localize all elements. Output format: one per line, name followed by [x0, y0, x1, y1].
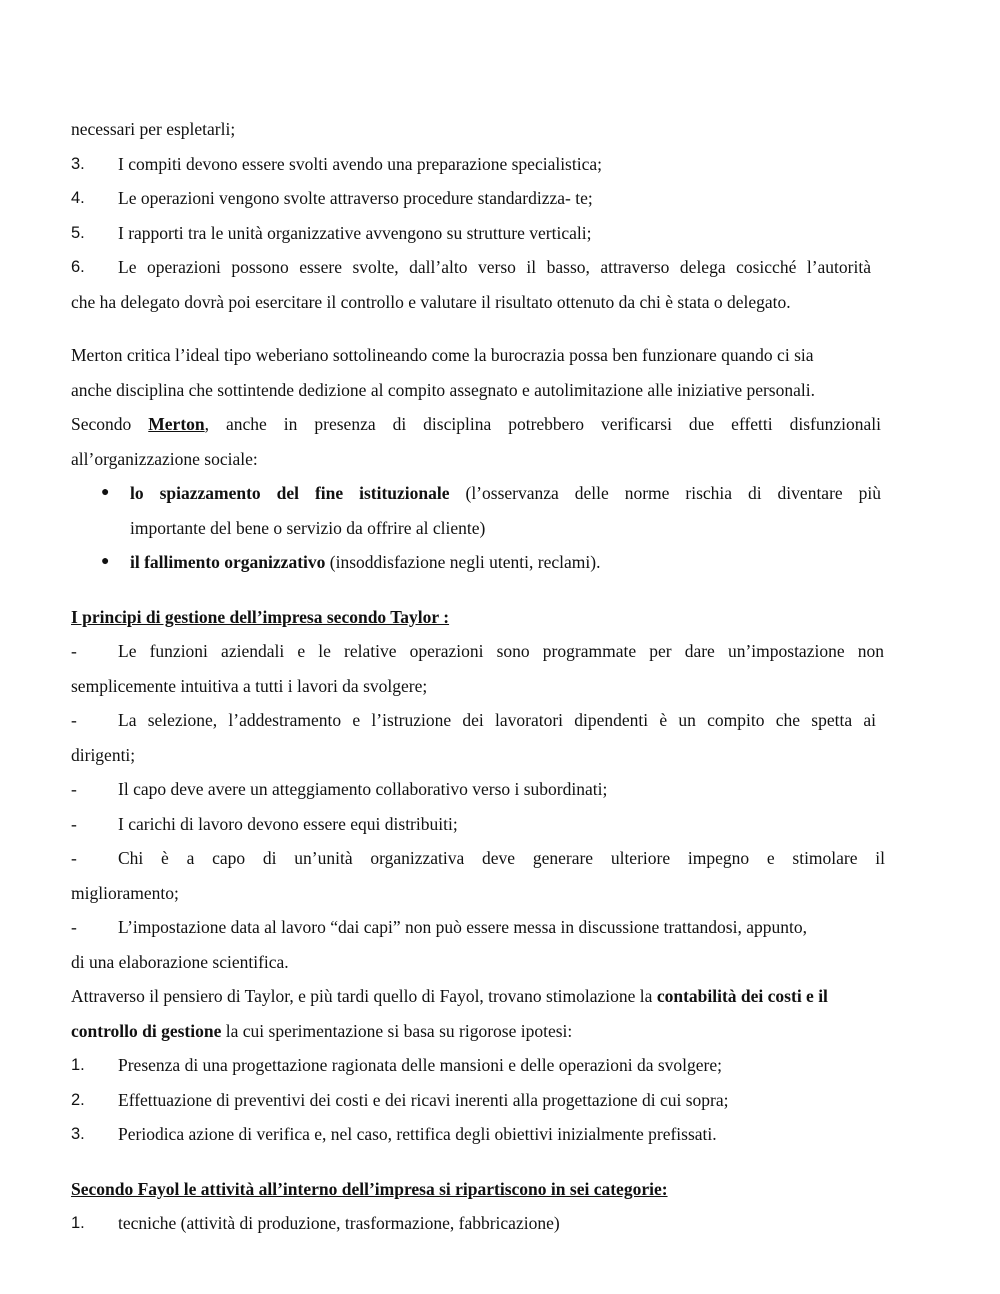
- list-item: [71, 250, 871, 285]
- text-span: (insoddisfazione negli utenti, reclami).: [325, 552, 601, 572]
- dash-marker: -: [71, 779, 77, 799]
- bullet-item: [71, 476, 911, 545]
- list-number: 3.: [71, 1125, 85, 1143]
- list-item: [71, 1206, 911, 1241]
- dash-continuation: semplicemente intuitiva a tutti i lavori da svolgere;: [71, 675, 428, 696]
- paragraph-line: necessari per espletarli;: [71, 119, 236, 139]
- list-number: 1.: [71, 1056, 85, 1074]
- list-text: Periodica azione di verifica e, nel caso, rettifica degli obiettivi inizialmente prefissati.: [118, 1124, 717, 1144]
- dash-continuation: di una elaborazione scientifica.: [71, 951, 289, 972]
- document-page: [71, 112, 911, 1241]
- section-heading-fayol: Secondo Fayol le attività all’interno dell’impresa si ripartiscono in sei categorie:: [71, 1178, 668, 1199]
- bold-term: contabilità dei costi e il: [656, 986, 828, 1006]
- list-number: 6.: [71, 258, 85, 276]
- dash-marker: -: [71, 710, 77, 730]
- list-text: Le operazioni vengono svolte attraverso procedure standardizza- te;: [118, 188, 593, 208]
- text-span: (l’osservanza delle norme rischia di diventare più: [449, 483, 881, 503]
- spacer: [71, 319, 911, 338]
- bullet-icon: ●: [101, 485, 110, 500]
- dash-item: [71, 634, 884, 669]
- dash-item: [71, 772, 911, 807]
- dash-item: [71, 910, 911, 945]
- spacer: [71, 580, 911, 600]
- bullet-icon: ●: [101, 554, 110, 569]
- paragraph-line: [71, 979, 911, 1014]
- list-item: [71, 181, 911, 216]
- list-item: [71, 1083, 911, 1118]
- text-span: la cui sperimentazione si basa su rigorose ipotesi:: [221, 1020, 573, 1041]
- dash-text: La selezione, l’addestramento e l’istruzione dei lavoratori dipendenti è un compito che spetta ai: [118, 710, 876, 730]
- list-text: Effettuazione di preventivi dei costi e dei ricavi inerenti alla progettazione di cui sopra;: [118, 1089, 729, 1110]
- dash-text: I carichi di lavoro devono essere equi distribuiti;: [118, 813, 458, 834]
- list-text: Le operazioni possono essere svolte, dall’alto verso il basso, attraverso delega cosicché l’autorità: [118, 257, 871, 277]
- dash-marker: -: [71, 813, 77, 834]
- spacer: [71, 1152, 911, 1172]
- list-number: 5.: [71, 223, 85, 242]
- merton-paragraph-line: anche disciplina che sottintende dedizione al compito assegnato e autolimitazione alle iniziative personali.: [71, 379, 815, 400]
- text-span: Secondo: [71, 414, 149, 434]
- dash-text: Il capo deve avere un atteggiamento collaborativo verso i subordinati;: [118, 779, 608, 799]
- bullet-list: [71, 476, 911, 580]
- dash-item: [71, 807, 911, 842]
- dash-marker: -: [71, 641, 77, 661]
- list-item: [71, 216, 911, 251]
- bullet-line: importante del bene o servizio da offrire al cliente): [130, 517, 486, 538]
- dash-continuation: miglioramento;: [71, 882, 179, 903]
- text-span: , anche in presenza di disciplina potrebbero verificarsi due effetti disfunzionali: [204, 414, 881, 434]
- bold-term: controllo di gestione: [71, 1020, 222, 1041]
- bold-term: il fallimento organizzativo: [130, 552, 326, 572]
- dash-text: L’impostazione data al lavoro “dai capi” non può essere messa in discussione trattandosi, appunto,: [118, 917, 807, 937]
- bullet-item: [71, 545, 911, 580]
- list-number: 3.: [71, 154, 85, 173]
- dash-continuation: dirigenti;: [71, 744, 136, 765]
- bold-term: lo spiazzamento del fine istituzionale: [130, 483, 450, 503]
- list-number: 2.: [71, 1090, 85, 1109]
- list-item: [71, 1048, 911, 1083]
- list-item: [71, 1117, 911, 1152]
- paragraph-line: che ha delegato dovrà poi esercitare il controllo e valutare il risultato ottenuto da chi è stata o delegato.: [71, 291, 791, 312]
- bullet-line: [130, 545, 911, 580]
- list-text: I compiti devono essere svolti avendo una preparazione specialistica;: [118, 153, 602, 174]
- list-number: 4.: [71, 189, 85, 207]
- dash-marker: -: [71, 848, 77, 868]
- merton-paragraph-line: all’organizzazione sociale:: [71, 448, 258, 469]
- text-span: Attraverso il pensiero di Taylor, e più tardi quello di Fayol, trovano stimolazione la: [71, 986, 657, 1006]
- dash-text: Le funzioni aziendali e le relative operazioni sono programmate per dare un’impostazione non: [118, 641, 884, 661]
- list-text: I rapporti tra le unità organizzative avvengono su strutture verticali;: [118, 222, 592, 243]
- list-item: [71, 147, 911, 182]
- dash-item: [71, 703, 876, 738]
- section-heading-taylor: I principi di gestione dell’impresa secondo Taylor :: [71, 606, 450, 627]
- bullet-line: [130, 476, 881, 511]
- dash-text: Chi è a capo di un’unità organizzativa deve generare ulteriore impegno e stimolare il: [118, 848, 885, 868]
- merton-name: Merton: [148, 414, 205, 434]
- list-text: Presenza di una progettazione ragionata delle mansioni e delle operazioni da svolgere;: [118, 1055, 722, 1075]
- dash-marker: -: [71, 917, 77, 937]
- merton-paragraph-line: [71, 407, 881, 442]
- paragraph-line: [71, 1014, 911, 1049]
- merton-paragraph-line: Merton critica l’ideal tipo weberiano sottolineando come la burocrazia possa ben funzionare quando ci sia: [71, 345, 814, 365]
- list-number: 1.: [71, 1214, 85, 1232]
- dash-item: [71, 841, 885, 876]
- list-text: tecniche (attività di produzione, trasformazione, fabbricazione): [118, 1213, 560, 1233]
